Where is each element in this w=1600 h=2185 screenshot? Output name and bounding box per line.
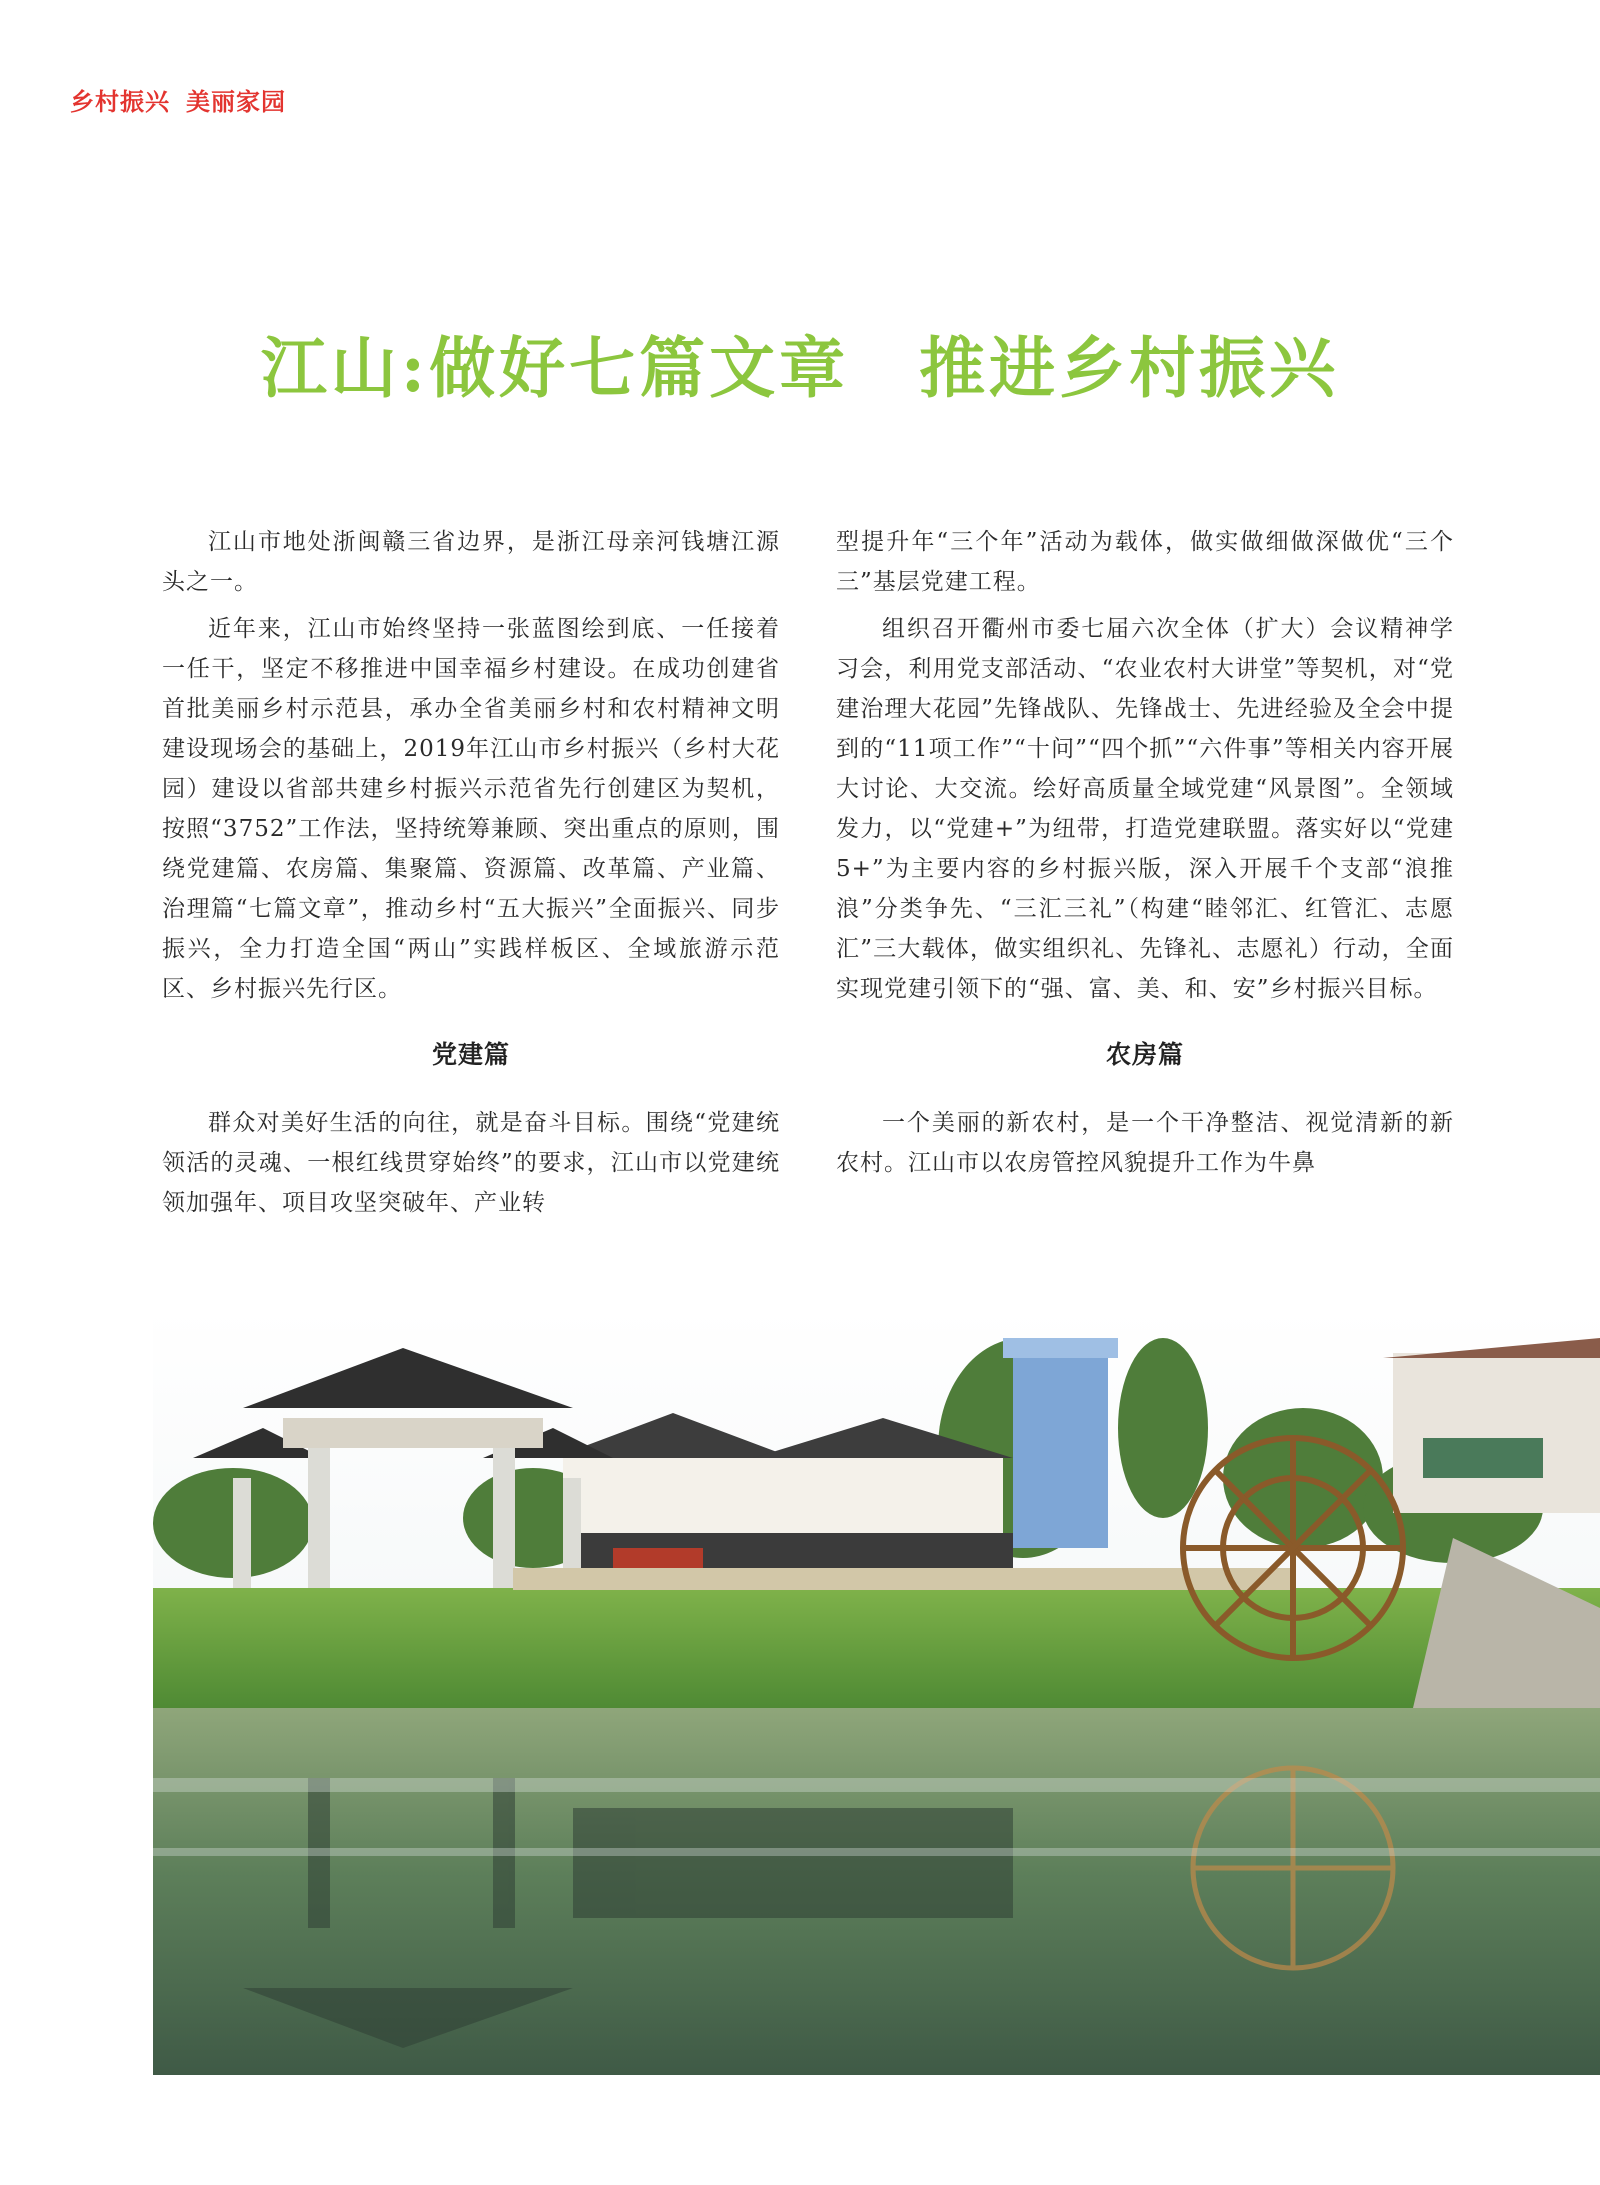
section-tag	[70, 82, 286, 117]
paragraph: 一个美丽的新农村，是一个干净整洁、视觉清新的新农村。江山市以农房管控风貌提升工作为牛鼻	[836, 1110, 1454, 1176]
article-title: 江山:做好七篇文章 推进乡村振兴	[260, 329, 1340, 407]
paragraph: 组织召开衢州市委七届六次全体（扩大）会议精神学习会，利用党支部活动、“农业农村大讲堂”等契机，对“党建治理大花园”先锋战队、先锋战士、先进经验及全会中提到的“11项工作”“十问”“四个抓”“六件事”等相关内容开展大讨论、大交流。绘好高质量全域党建“风景图”。全领域发力，以“党建+”为纽带，打造党建联盟。落实好以“党建5+”为主要内容的乡村振兴版，深入开展千个支部“浪推浪”分类争先、“三汇三礼”（构建“睦邻汇、红管汇、志愿汇”三大载体，做实组织礼、先锋礼、志愿礼）行动，全面实现党建引领下的“强、富、美、和、安”乡村振兴目标。	[836, 616, 1454, 1002]
section-tag-rural: 乡村振兴	[70, 88, 170, 116]
paragraph: 群众对美好生活的向往，就是奋斗目标。围绕“党建统领活的灵魂、一根红线贯穿始终”的要求，江山市以党建统领加强年、项目攻坚突破年、产业转	[162, 1110, 780, 1216]
paragraph: 型提升年“三个年”活动为载体，做实做细做深做优“三个三”基层党建工程。	[836, 529, 1454, 595]
subheading-party-building: 党建篇	[431, 1040, 510, 1069]
section-tag-home: 美丽家园	[186, 88, 286, 116]
village-photo-illustration	[153, 1308, 1600, 2075]
paragraph: 江山市地处浙闽赣三省边界，是浙江母亲河钱塘江源头之一。	[162, 529, 780, 595]
paragraph: 近年来，江山市始终坚持一张蓝图绘到底、一任接着一任干，坚定不移推进中国幸福乡村建设。在成功创建省首批美丽乡村示范县，承办全省美丽乡村和农村精神文明建设现场会的基础上，2019年江山市乡村振兴（乡村大花园）建设以省部共建乡村振兴示范省先行创建区为契机，按照“3752”工作法，坚持统筹兼顾、突出重点的原则，围绕党建篇、农房篇、集聚篇、资源篇、改革篇、产业篇、治理篇“七篇文章”，推动乡村“五大振兴”全面振兴、同步振兴，全力打造全国“两山”实践样板区、全域旅游示范区、乡村振兴先行区。	[162, 616, 780, 1002]
subheading-housing: 农房篇	[1105, 1040, 1184, 1069]
left-column	[162, 522, 780, 1230]
right-column	[836, 522, 1454, 1190]
village-photo	[153, 1308, 1600, 2075]
